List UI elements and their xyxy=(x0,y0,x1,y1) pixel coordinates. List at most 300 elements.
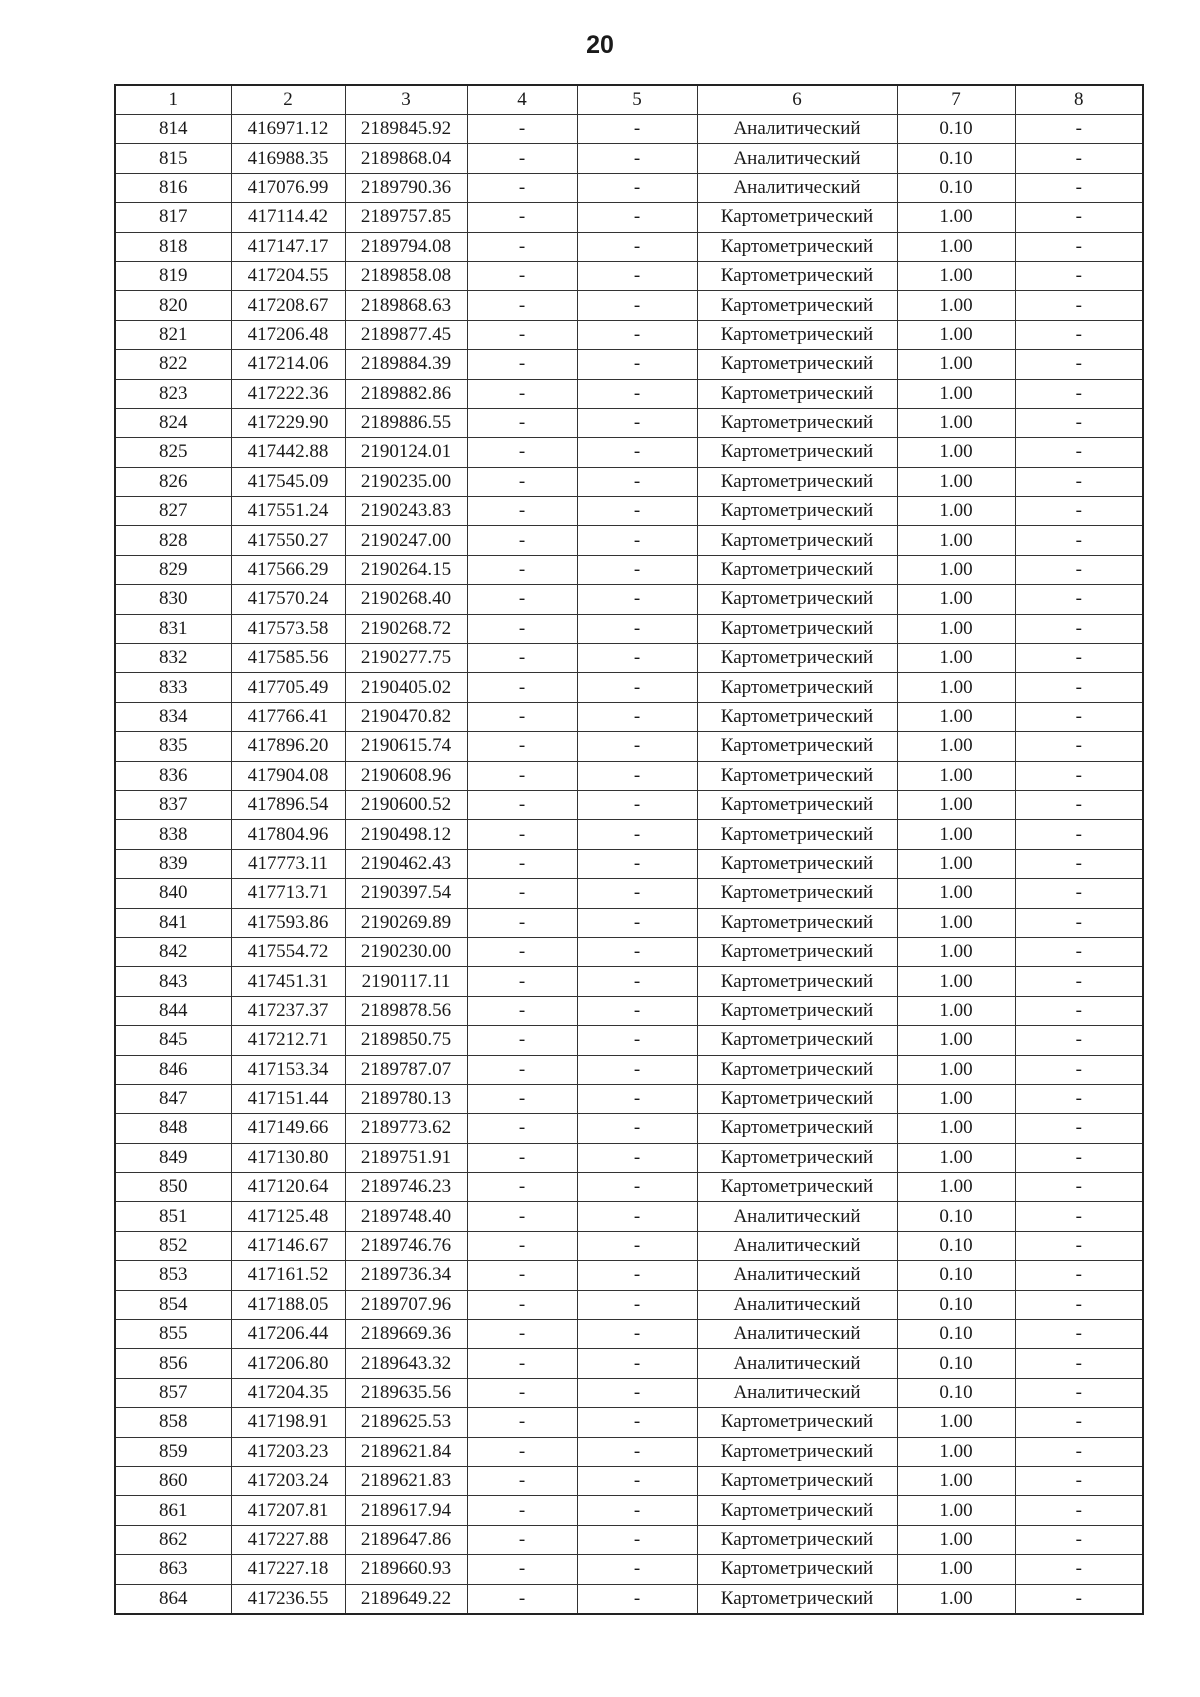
cell-coord-y: 2189625.53 xyxy=(345,1408,467,1437)
cell-coord-y: 2190277.75 xyxy=(345,644,467,673)
cell-point-number: 860 xyxy=(115,1466,231,1495)
cell-point-number: 837 xyxy=(115,790,231,819)
cell-coord-y: 2189643.32 xyxy=(345,1349,467,1378)
cell-coord-y: 2189845.92 xyxy=(345,115,467,144)
cell-method: Картометрический xyxy=(697,614,897,643)
table-row xyxy=(115,908,1143,937)
cell-coord-x: 417120.64 xyxy=(231,1173,345,1202)
cell-accuracy: 1.00 xyxy=(897,673,1015,702)
cell-col-5: - xyxy=(577,761,697,790)
cell-coord-y: 2189794.08 xyxy=(345,232,467,261)
cell-coord-y: 2190405.02 xyxy=(345,673,467,702)
cell-col-5: - xyxy=(577,1525,697,1554)
table-row xyxy=(115,1437,1143,1466)
cell-col-8: - xyxy=(1015,908,1143,937)
table-row xyxy=(115,1378,1143,1407)
cell-method: Картометрический xyxy=(697,467,897,496)
table-row xyxy=(115,555,1143,584)
cell-method: Аналитический xyxy=(697,115,897,144)
cell-col-5: - xyxy=(577,261,697,290)
cell-col-4: - xyxy=(467,996,577,1025)
cell-coord-x: 417773.11 xyxy=(231,849,345,878)
cell-method: Картометрический xyxy=(697,1408,897,1437)
cell-coord-x: 416988.35 xyxy=(231,144,345,173)
column-header-7: 7 xyxy=(897,85,1015,115)
cell-point-number: 819 xyxy=(115,261,231,290)
cell-coord-x: 417198.91 xyxy=(231,1408,345,1437)
cell-col-8: - xyxy=(1015,350,1143,379)
cell-coord-x: 417570.24 xyxy=(231,585,345,614)
cell-accuracy: 0.10 xyxy=(897,1202,1015,1231)
cell-col-4: - xyxy=(467,1320,577,1349)
cell-accuracy: 0.10 xyxy=(897,115,1015,144)
cell-coord-x: 417566.29 xyxy=(231,555,345,584)
cell-col-8: - xyxy=(1015,849,1143,878)
cell-col-8: - xyxy=(1015,1555,1143,1584)
cell-col-4: - xyxy=(467,203,577,232)
cell-col-8: - xyxy=(1015,937,1143,966)
header-row xyxy=(115,85,1143,115)
cell-method: Картометрический xyxy=(697,1084,897,1113)
cell-col-8: - xyxy=(1015,673,1143,702)
cell-point-number: 852 xyxy=(115,1231,231,1260)
cell-method: Картометрический xyxy=(697,1055,897,1084)
cell-accuracy: 1.00 xyxy=(897,790,1015,819)
cell-col-5: - xyxy=(577,526,697,555)
cell-coord-y: 2189790.36 xyxy=(345,173,467,202)
cell-method: Аналитический xyxy=(697,1290,897,1319)
cell-coord-x: 417551.24 xyxy=(231,497,345,526)
cell-col-4: - xyxy=(467,614,577,643)
cell-accuracy: 1.00 xyxy=(897,644,1015,673)
table-row xyxy=(115,702,1143,731)
cell-method: Картометрический xyxy=(697,203,897,232)
cell-point-number: 829 xyxy=(115,555,231,584)
cell-coord-x: 417212.71 xyxy=(231,1026,345,1055)
cell-method: Аналитический xyxy=(697,1261,897,1290)
cell-col-5: - xyxy=(577,937,697,966)
table-row xyxy=(115,1349,1143,1378)
cell-col-8: - xyxy=(1015,790,1143,819)
cell-col-8: - xyxy=(1015,1496,1143,1525)
cell-coord-x: 417188.05 xyxy=(231,1290,345,1319)
table-row xyxy=(115,1290,1143,1319)
cell-col-8: - xyxy=(1015,497,1143,526)
column-header-5: 5 xyxy=(577,85,697,115)
cell-col-8: - xyxy=(1015,1349,1143,1378)
cell-col-8: - xyxy=(1015,144,1143,173)
cell-col-5: - xyxy=(577,1378,697,1407)
table-row xyxy=(115,1320,1143,1349)
cell-coord-y: 2189617.94 xyxy=(345,1496,467,1525)
cell-col-5: - xyxy=(577,1584,697,1614)
cell-coord-x: 417222.36 xyxy=(231,379,345,408)
cell-accuracy: 1.00 xyxy=(897,1437,1015,1466)
cell-col-8: - xyxy=(1015,732,1143,761)
cell-coord-x: 417585.56 xyxy=(231,644,345,673)
cell-point-number: 842 xyxy=(115,937,231,966)
cell-accuracy: 0.10 xyxy=(897,1320,1015,1349)
cell-point-number: 830 xyxy=(115,585,231,614)
cell-col-5: - xyxy=(577,320,697,349)
cell-coord-x: 417147.17 xyxy=(231,232,345,261)
table-row xyxy=(115,497,1143,526)
cell-accuracy: 1.00 xyxy=(897,408,1015,437)
cell-col-4: - xyxy=(467,790,577,819)
cell-col-5: - xyxy=(577,1349,697,1378)
cell-point-number: 854 xyxy=(115,1290,231,1319)
cell-col-4: - xyxy=(467,408,577,437)
cell-coord-y: 2189858.08 xyxy=(345,261,467,290)
cell-method: Аналитический xyxy=(697,1320,897,1349)
cell-coord-x: 417206.80 xyxy=(231,1349,345,1378)
cell-method: Аналитический xyxy=(697,144,897,173)
cell-col-8: - xyxy=(1015,555,1143,584)
cell-col-4: - xyxy=(467,438,577,467)
cell-coord-y: 2190397.54 xyxy=(345,879,467,908)
cell-accuracy: 1.00 xyxy=(897,232,1015,261)
cell-col-8: - xyxy=(1015,1378,1143,1407)
table-row xyxy=(115,1584,1143,1614)
cell-accuracy: 1.00 xyxy=(897,937,1015,966)
cell-method: Картометрический xyxy=(697,790,897,819)
cell-col-5: - xyxy=(577,1202,697,1231)
cell-coord-y: 2189746.76 xyxy=(345,1231,467,1260)
cell-col-8: - xyxy=(1015,1584,1143,1614)
cell-coord-y: 2190268.72 xyxy=(345,614,467,643)
cell-col-4: - xyxy=(467,702,577,731)
cell-method: Картометрический xyxy=(697,1584,897,1614)
cell-col-8: - xyxy=(1015,173,1143,202)
cell-coord-y: 2190600.52 xyxy=(345,790,467,819)
cell-col-4: - xyxy=(467,1231,577,1260)
cell-accuracy: 1.00 xyxy=(897,908,1015,937)
cell-accuracy: 0.10 xyxy=(897,1290,1015,1319)
cell-point-number: 820 xyxy=(115,291,231,320)
cell-col-4: - xyxy=(467,1466,577,1495)
table-row xyxy=(115,291,1143,320)
cell-accuracy: 0.10 xyxy=(897,1378,1015,1407)
cell-method: Картометрический xyxy=(697,1437,897,1466)
cell-col-5: - xyxy=(577,1408,697,1437)
cell-coord-y: 2189621.83 xyxy=(345,1466,467,1495)
cell-col-5: - xyxy=(577,497,697,526)
cell-accuracy: 1.00 xyxy=(897,996,1015,1025)
cell-accuracy: 1.00 xyxy=(897,879,1015,908)
cell-coord-x: 417713.71 xyxy=(231,879,345,908)
cell-method: Картометрический xyxy=(697,673,897,702)
cell-accuracy: 1.00 xyxy=(897,849,1015,878)
cell-coord-y: 2189850.75 xyxy=(345,1026,467,1055)
cell-coord-x: 417203.23 xyxy=(231,1437,345,1466)
cell-point-number: 858 xyxy=(115,1408,231,1437)
cell-col-5: - xyxy=(577,203,697,232)
cell-accuracy: 1.00 xyxy=(897,820,1015,849)
cell-col-8: - xyxy=(1015,1173,1143,1202)
cell-accuracy: 1.00 xyxy=(897,1496,1015,1525)
cell-col-5: - xyxy=(577,702,697,731)
cell-col-4: - xyxy=(467,1026,577,1055)
cell-col-4: - xyxy=(467,820,577,849)
cell-col-8: - xyxy=(1015,702,1143,731)
table-row xyxy=(115,849,1143,878)
cell-coord-x: 417161.52 xyxy=(231,1261,345,1290)
cell-col-5: - xyxy=(577,555,697,584)
cell-col-5: - xyxy=(577,614,697,643)
cell-coord-y: 2189884.39 xyxy=(345,350,467,379)
cell-accuracy: 1.00 xyxy=(897,732,1015,761)
cell-coord-x: 417896.20 xyxy=(231,732,345,761)
cell-method: Картометрический xyxy=(697,1026,897,1055)
cell-method: Картометрический xyxy=(697,555,897,584)
cell-col-8: - xyxy=(1015,115,1143,144)
table-row xyxy=(115,1408,1143,1437)
table-row xyxy=(115,1261,1143,1290)
table-row xyxy=(115,261,1143,290)
table-row xyxy=(115,173,1143,202)
table-row xyxy=(115,408,1143,437)
cell-point-number: 849 xyxy=(115,1143,231,1172)
cell-method: Картометрический xyxy=(697,526,897,555)
cell-method: Картометрический xyxy=(697,644,897,673)
table-row xyxy=(115,144,1143,173)
cell-method: Аналитический xyxy=(697,1202,897,1231)
cell-method: Картометрический xyxy=(697,1466,897,1495)
cell-accuracy: 1.00 xyxy=(897,291,1015,320)
cell-method: Картометрический xyxy=(697,1525,897,1554)
cell-coord-x: 417804.96 xyxy=(231,820,345,849)
cell-coord-y: 2189669.36 xyxy=(345,1320,467,1349)
table-row xyxy=(115,1026,1143,1055)
cell-col-5: - xyxy=(577,673,697,702)
cell-point-number: 857 xyxy=(115,1378,231,1407)
cell-point-number: 831 xyxy=(115,614,231,643)
cell-accuracy: 1.00 xyxy=(897,1555,1015,1584)
cell-point-number: 826 xyxy=(115,467,231,496)
cell-col-4: - xyxy=(467,497,577,526)
cell-coord-x: 417203.24 xyxy=(231,1466,345,1495)
cell-accuracy: 1.00 xyxy=(897,614,1015,643)
cell-col-5: - xyxy=(577,1055,697,1084)
cell-point-number: 862 xyxy=(115,1525,231,1554)
cell-coord-x: 417153.34 xyxy=(231,1055,345,1084)
cell-col-8: - xyxy=(1015,1408,1143,1437)
cell-coord-x: 417229.90 xyxy=(231,408,345,437)
table-row xyxy=(115,1114,1143,1143)
cell-col-8: - xyxy=(1015,644,1143,673)
cell-point-number: 835 xyxy=(115,732,231,761)
cell-col-5: - xyxy=(577,1320,697,1349)
cell-col-5: - xyxy=(577,1555,697,1584)
cell-col-4: - xyxy=(467,732,577,761)
cell-coord-x: 416971.12 xyxy=(231,115,345,144)
cell-col-4: - xyxy=(467,937,577,966)
cell-col-5: - xyxy=(577,291,697,320)
cell-col-8: - xyxy=(1015,232,1143,261)
cell-col-8: - xyxy=(1015,1114,1143,1143)
cell-coord-x: 417204.35 xyxy=(231,1378,345,1407)
cell-accuracy: 1.00 xyxy=(897,203,1015,232)
cell-col-8: - xyxy=(1015,761,1143,790)
cell-point-number: 846 xyxy=(115,1055,231,1084)
table-row xyxy=(115,1084,1143,1113)
cell-coord-x: 417206.48 xyxy=(231,320,345,349)
table-header xyxy=(115,85,1143,115)
cell-coord-y: 2190124.01 xyxy=(345,438,467,467)
cell-coord-x: 417237.37 xyxy=(231,996,345,1025)
cell-accuracy: 1.00 xyxy=(897,438,1015,467)
cell-col-4: - xyxy=(467,291,577,320)
cell-col-4: - xyxy=(467,1261,577,1290)
cell-method: Картометрический xyxy=(697,232,897,261)
cell-coord-y: 2189621.84 xyxy=(345,1437,467,1466)
table-row xyxy=(115,879,1143,908)
cell-col-5: - xyxy=(577,438,697,467)
table-row xyxy=(115,467,1143,496)
cell-col-5: - xyxy=(577,232,697,261)
cell-col-5: - xyxy=(577,1026,697,1055)
cell-col-5: - xyxy=(577,1261,697,1290)
cell-coord-y: 2189878.56 xyxy=(345,996,467,1025)
cell-point-number: 844 xyxy=(115,996,231,1025)
cell-col-5: - xyxy=(577,908,697,937)
cell-col-4: - xyxy=(467,1173,577,1202)
cell-point-number: 818 xyxy=(115,232,231,261)
cell-col-8: - xyxy=(1015,1084,1143,1113)
cell-col-5: - xyxy=(577,144,697,173)
cell-col-8: - xyxy=(1015,379,1143,408)
cell-col-4: - xyxy=(467,115,577,144)
table-row xyxy=(115,1143,1143,1172)
cell-accuracy: 1.00 xyxy=(897,1084,1015,1113)
cell-point-number: 836 xyxy=(115,761,231,790)
cell-col-4: - xyxy=(467,879,577,908)
cell-col-8: - xyxy=(1015,1231,1143,1260)
cell-method: Картометрический xyxy=(697,320,897,349)
cell-col-4: - xyxy=(467,1290,577,1319)
cell-point-number: 827 xyxy=(115,497,231,526)
cell-method: Картометрический xyxy=(697,849,897,878)
cell-coord-y: 2190268.40 xyxy=(345,585,467,614)
cell-accuracy: 1.00 xyxy=(897,379,1015,408)
table-row xyxy=(115,644,1143,673)
cell-method: Картометрический xyxy=(697,585,897,614)
cell-coord-y: 2190462.43 xyxy=(345,849,467,878)
cell-coord-y: 2189886.55 xyxy=(345,408,467,437)
cell-col-8: - xyxy=(1015,1202,1143,1231)
table-row xyxy=(115,1173,1143,1202)
cell-point-number: 853 xyxy=(115,1261,231,1290)
cell-col-5: - xyxy=(577,1143,697,1172)
cell-coord-x: 417151.44 xyxy=(231,1084,345,1113)
cell-col-5: - xyxy=(577,173,697,202)
cell-accuracy: 1.00 xyxy=(897,1055,1015,1084)
cell-col-5: - xyxy=(577,996,697,1025)
cell-coord-y: 2189647.86 xyxy=(345,1525,467,1554)
table-row xyxy=(115,820,1143,849)
cell-col-4: - xyxy=(467,320,577,349)
cell-point-number: 833 xyxy=(115,673,231,702)
cell-coord-y: 2189868.04 xyxy=(345,144,467,173)
cell-col-8: - xyxy=(1015,261,1143,290)
table-row xyxy=(115,1525,1143,1554)
cell-col-5: - xyxy=(577,379,697,408)
cell-coord-y: 2189660.93 xyxy=(345,1555,467,1584)
cell-accuracy: 0.10 xyxy=(897,173,1015,202)
cell-col-5: - xyxy=(577,585,697,614)
cell-col-4: - xyxy=(467,1437,577,1466)
cell-coord-y: 2190247.00 xyxy=(345,526,467,555)
cell-accuracy: 1.00 xyxy=(897,1026,1015,1055)
cell-coord-x: 417146.67 xyxy=(231,1231,345,1260)
table-row xyxy=(115,438,1143,467)
cell-method: Картометрический xyxy=(697,908,897,937)
cell-col-5: - xyxy=(577,790,697,819)
cell-coord-x: 417227.18 xyxy=(231,1555,345,1584)
cell-col-5: - xyxy=(577,1084,697,1113)
cell-accuracy: 0.10 xyxy=(897,1231,1015,1260)
cell-col-8: - xyxy=(1015,996,1143,1025)
cell-accuracy: 0.10 xyxy=(897,1349,1015,1378)
cell-point-number: 838 xyxy=(115,820,231,849)
table-row xyxy=(115,526,1143,555)
table-row xyxy=(115,115,1143,144)
cell-col-5: - xyxy=(577,350,697,379)
cell-col-5: - xyxy=(577,1496,697,1525)
cell-coord-x: 417114.42 xyxy=(231,203,345,232)
cell-coord-x: 417130.80 xyxy=(231,1143,345,1172)
coordinates-table xyxy=(114,84,1144,1615)
table-row xyxy=(115,673,1143,702)
cell-col-5: - xyxy=(577,467,697,496)
cell-point-number: 821 xyxy=(115,320,231,349)
cell-coord-y: 2189882.86 xyxy=(345,379,467,408)
cell-col-8: - xyxy=(1015,1320,1143,1349)
cell-col-4: - xyxy=(467,1202,577,1231)
cell-point-number: 859 xyxy=(115,1437,231,1466)
cell-col-8: - xyxy=(1015,585,1143,614)
cell-method: Картометрический xyxy=(697,967,897,996)
cell-point-number: 851 xyxy=(115,1202,231,1231)
cell-col-5: - xyxy=(577,820,697,849)
cell-col-8: - xyxy=(1015,1437,1143,1466)
cell-point-number: 828 xyxy=(115,526,231,555)
cell-col-4: - xyxy=(467,1143,577,1172)
cell-point-number: 840 xyxy=(115,879,231,908)
cell-coord-x: 417214.06 xyxy=(231,350,345,379)
cell-accuracy: 1.00 xyxy=(897,526,1015,555)
cell-method: Картометрический xyxy=(697,497,897,526)
cell-col-8: - xyxy=(1015,1143,1143,1172)
cell-col-4: - xyxy=(467,1055,577,1084)
cell-point-number: 843 xyxy=(115,967,231,996)
cell-col-5: - xyxy=(577,115,697,144)
cell-coord-y: 2190243.83 xyxy=(345,497,467,526)
table-row xyxy=(115,320,1143,349)
cell-coord-y: 2190498.12 xyxy=(345,820,467,849)
cell-coord-y: 2189635.56 xyxy=(345,1378,467,1407)
cell-point-number: 856 xyxy=(115,1349,231,1378)
table-row xyxy=(115,585,1143,614)
cell-method: Картометрический xyxy=(697,879,897,908)
cell-coord-x: 417554.72 xyxy=(231,937,345,966)
cell-col-4: - xyxy=(467,261,577,290)
cell-col-4: - xyxy=(467,1555,577,1584)
cell-col-4: - xyxy=(467,644,577,673)
cell-coord-y: 2189746.23 xyxy=(345,1173,467,1202)
cell-coord-x: 417208.67 xyxy=(231,291,345,320)
cell-coord-x: 417896.54 xyxy=(231,790,345,819)
